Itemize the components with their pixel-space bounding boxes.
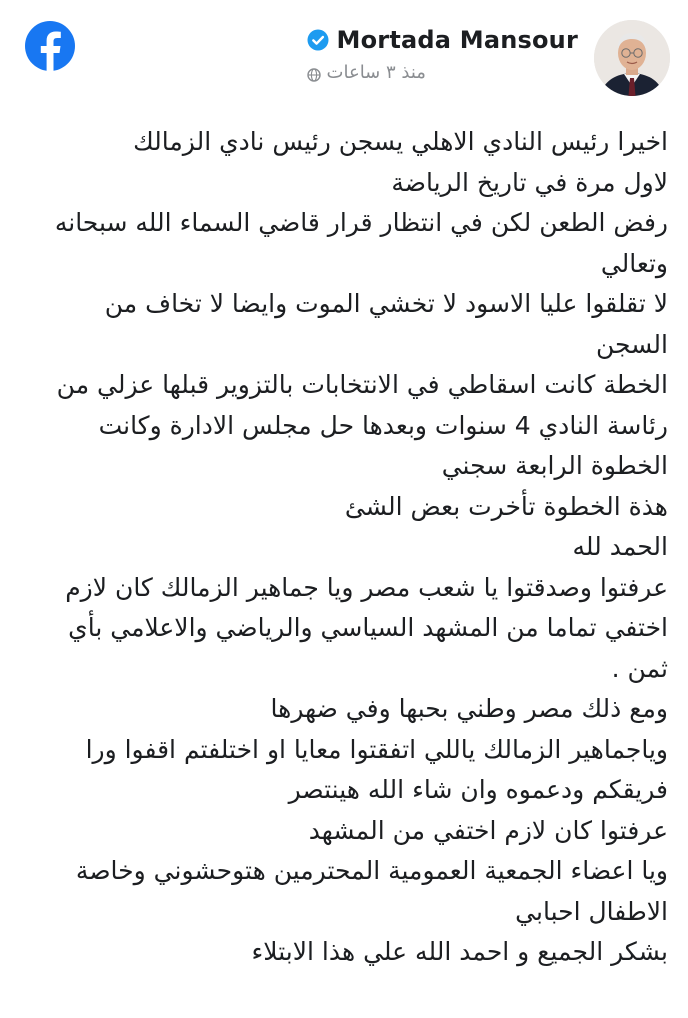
post-line: رئاسة النادي 4 سنوات وبعدها حل مجلس الادارة وكانت <box>98 410 668 440</box>
post-line: هذة الخطوة تأخرت بعض الشئ <box>344 491 668 521</box>
timestamp-text[interactable]: منذ ٣ ساعات <box>326 62 426 83</box>
facebook-logo-icon[interactable] <box>24 20 76 72</box>
post-line: وياجماهير الزمالك ياللي اتفقتوا معايا او اختلفتم اقفوا ورا <box>85 734 668 764</box>
post-line: بشكر الجميع و احمد الله علي هذا الابتلاء <box>251 937 668 966</box>
post-line: الاطفال احبابي <box>515 896 668 926</box>
post-line: ويا اعضاء الجمعية العمومية المحترمين هتوحشوني وخاصة <box>75 856 668 885</box>
post-line: اخيرا رئيس النادي الاهلي يسجن رئيس نادي الزمالك <box>133 127 668 156</box>
verified-badge-icon <box>307 29 329 51</box>
post-line: الخطة كانت اسقاطي في الانتخابات بالتزوير قبلها عزلي من <box>56 370 668 399</box>
post-line: وتعالي <box>600 248 668 278</box>
post-line: فريقكم ودعموه وان شاء الله هينتصر <box>288 775 668 804</box>
post-line: لاول مرة في تاريخ الرياضة <box>391 167 668 197</box>
author-name[interactable]: Mortada Mansour <box>336 26 578 54</box>
post-line: اختفي تماما من المشهد السياسي والرياضي والاعلامي بأي <box>68 613 668 642</box>
post-line: السجن <box>595 329 668 359</box>
avatar[interactable] <box>594 20 670 96</box>
post-line: لا تقلقوا عليا الاسود لا تخشي الموت وايضا لا تخاف من <box>104 289 668 318</box>
post-text <box>44 122 668 973</box>
post-line: الخطوة الرابعة سجني <box>441 451 668 480</box>
post-line: ومع ذلك مصر وطني بحبها وفي ضهرها <box>270 694 668 723</box>
author-row <box>307 26 578 54</box>
post-line: عرفتوا وصدقتوا يا شعب مصر ويا جماهير الزمالك كان لازم <box>65 572 668 602</box>
globe-icon <box>307 66 321 80</box>
post-line: عرفتوا كان لازم اختفي من المشهد <box>308 815 668 845</box>
post-timestamp[interactable] <box>307 62 578 83</box>
post-line: الحمد لله <box>572 532 668 561</box>
post-line: ثمن . <box>611 653 668 683</box>
post-header <box>307 26 578 83</box>
post-line: رفض الطعن لكن في انتظار قرار قاضي السماء الله سبحانه <box>54 208 668 237</box>
